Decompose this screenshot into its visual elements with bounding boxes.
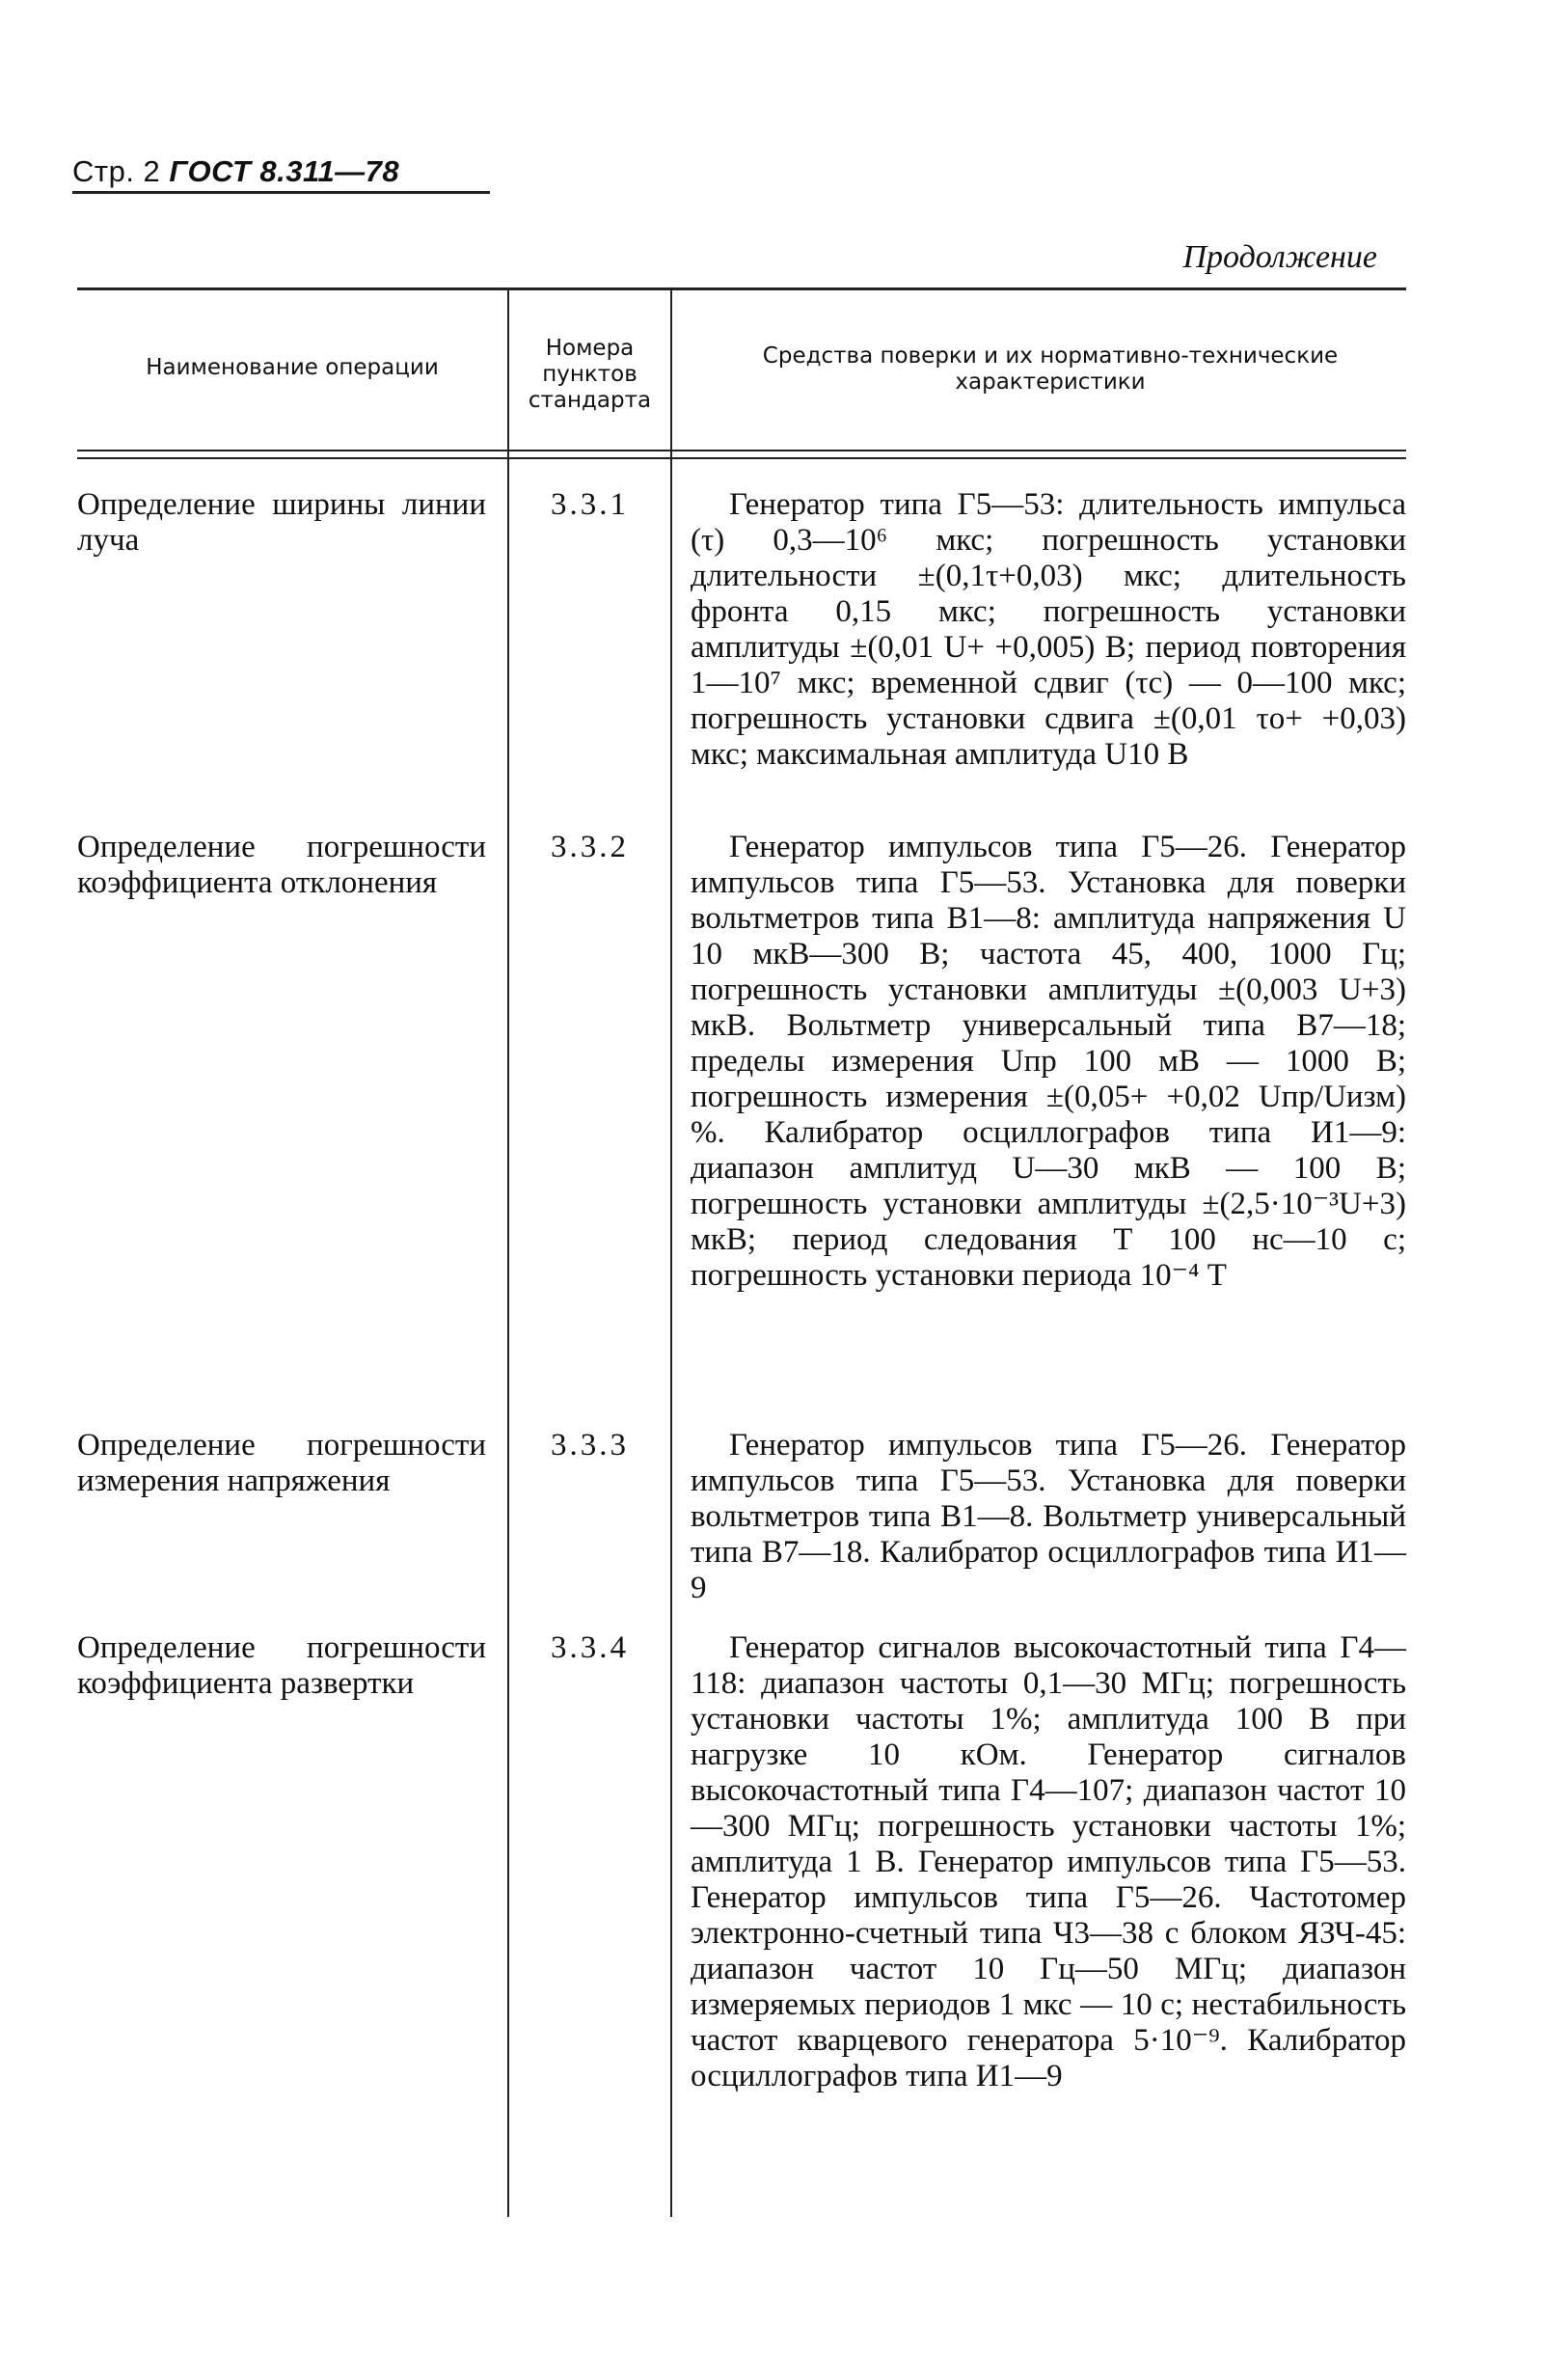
table-top-rule	[77, 287, 1406, 290]
page-number: Стр. 2	[72, 154, 161, 188]
column-divider-1	[507, 287, 509, 2217]
row-number: 3.3.4	[551, 1630, 629, 1665]
column-header-number: Номера пунктов стандарта	[528, 336, 652, 413]
table-head-rule-double	[77, 457, 1406, 459]
row-operation: Определение ширины линии луча	[77, 487, 486, 558]
continuation-label: Продолжение	[1182, 239, 1377, 275]
page-header	[72, 154, 497, 189]
row-tools: Генератор типа Г5—53: длительность импульса (τ) 0,3—10⁶ мкс; погрешность установки длительности ±(0,1τ+0,03) мкс; длительность фронта 0,15 мкс; погрешность установки амплитуды ±(0,01 U+ +0,005) В; период повторения 1—10⁷ мкс; временной сдвиг (τс) — 0—100 мкс; погрешность установки сдвига ±(0,01 τо+ +0,03) мкс; максимальная амплитуда U10 В	[691, 487, 1406, 772]
row-tools: Генератор импульсов типа Г5—26. Генератор импульсов типа Г5—53. Установка для поверки вольтметров типа В1—8. Вольтметр универсальный типа В7—18. Калибратор осциллографов типа И1—9	[691, 1428, 1406, 1605]
row-operation: Определение погрешности измерения напряжения	[77, 1428, 486, 1498]
row-tools: Генератор сигналов высокочастотный типа Г4—118: диапазон частоты 0,1—30 МГц; погрешность установки частоты 1%; амплитуда 100 В при нагрузке 10 кОм. Генератор сигналов высокочастотный типа Г4—107; диапазон частот 10—300 МГц; погрешность установки частоты 1%; амплитуда 1 В. Генератор импульсов типа Г5—53. Генератор импульсов типа Г5—26. Частотомер электронно-счетный типа Ч3—38 с блоком ЯЗЧ-45: диапазон частот 10 Гц—50 МГц; диапазон измеряемых периодов 1 мкс — 10 с; нестабильность частот кварцевого генератора 5·10⁻⁹. Калибратор осциллографов типа И1—9	[691, 1630, 1406, 2093]
row-number: 3.3.1	[551, 487, 629, 522]
standard-number: ГОСТ 8.311—78	[169, 154, 400, 188]
column-header-operation: Наименование операции	[146, 355, 439, 380]
row-number: 3.3.3	[551, 1428, 629, 1463]
row-operation: Определение погрешности коэффициента развертки	[77, 1630, 486, 1701]
row-operation: Определение погрешности коэффициента отклонения	[77, 830, 486, 900]
header-rule	[72, 191, 490, 194]
table-head-rule	[77, 450, 1406, 451]
row-tools: Генератор импульсов типа Г5—26. Генератор импульсов типа Г5—53. Установка для поверки вольтметров типа В1—8: амплитуда напряжения U 10 мкВ—300 В; частота 45, 400, 1000 Гц; погрешность установки амплитуды ±(0,003 U+3) мкВ. Вольтметр универсальный типа В7—18; пределы измерения Uпр 100 мВ — 1000 В; погрешность измерения ±(0,05+ +0,02 Uпр/Uизм) %. Калибратор осциллографов типа И1—9: диапазон амплитуд U—30 мкВ — 100 В; погрешность установки амплитуды ±(2,5·10⁻³U+3) мкВ; период следования T 100 нс—10 с; погрешность установки периода 10⁻⁴ T	[691, 830, 1406, 1293]
row-number: 3.3.2	[551, 830, 629, 864]
column-header-tools: Средства поверки и их нормативно-технические характеристики	[762, 343, 1339, 395]
column-divider-2	[670, 287, 672, 2217]
